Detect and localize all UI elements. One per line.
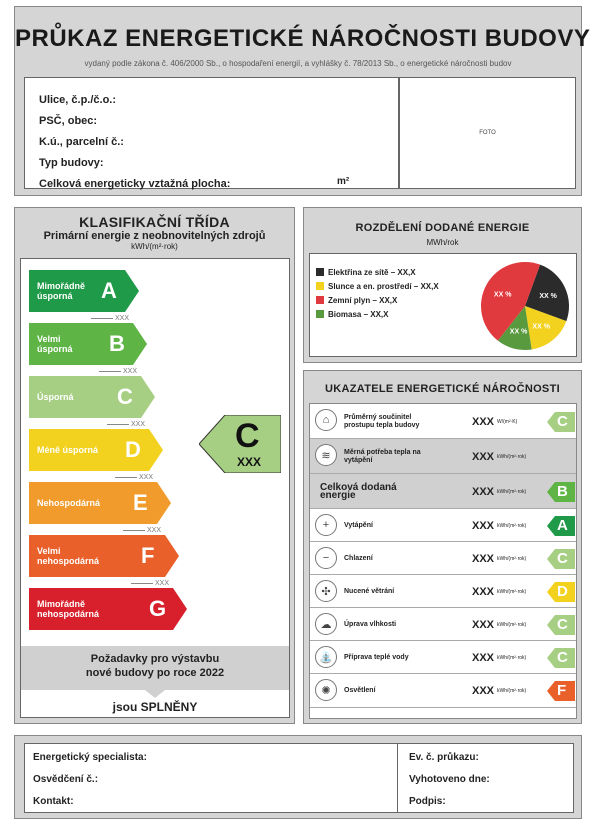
class-band-label: Mimořádně úsporná bbox=[37, 281, 86, 301]
class-band-b bbox=[29, 323, 147, 365]
thermometer-plus-icon: + bbox=[315, 514, 337, 536]
document-subtitle: vydaný podle zákona č. 406/2000 Sb., o hospodaření energií, a vyhlášky č. 78/2013 Sb., o energetické náročnosti budov bbox=[84, 59, 512, 68]
indicator-value: XXX kWh/(m²·rok) bbox=[472, 519, 527, 532]
classification-panel bbox=[14, 207, 295, 724]
footer-contact: Kontakt: bbox=[33, 796, 74, 807]
class-threshold: XXX bbox=[99, 368, 137, 375]
current-class-letter: C bbox=[235, 417, 260, 455]
class-band-letter: D bbox=[125, 437, 141, 462]
footer-issued-date: Vyhotoveno dne: bbox=[409, 774, 490, 785]
indicators-title: UKAZATELE ENERGETICKÉ NÁROČNOSTI bbox=[325, 383, 560, 395]
heat-icon: ≋ bbox=[315, 444, 337, 466]
indicator-row bbox=[310, 542, 576, 575]
indicator-label: Osvětlení bbox=[344, 687, 376, 694]
indicator-value: XXX kWh/(m²·rok) bbox=[472, 485, 527, 498]
field-floor-area: Celková energeticky vztažná plocha: bbox=[39, 178, 231, 190]
class-band-d bbox=[29, 429, 163, 471]
indicator-row bbox=[310, 404, 576, 439]
class-threshold: XXX bbox=[107, 421, 145, 428]
indicator-row bbox=[310, 674, 576, 708]
indicator-value: XXX kWh/(m²·rok) bbox=[472, 618, 527, 631]
pie-slice-label: XX % bbox=[493, 291, 512, 299]
legend-item: Elektřina ze sítě – XX,X bbox=[316, 268, 416, 277]
class-band-label: Velmi nehospodárná bbox=[37, 546, 100, 566]
footer-certificate: Osvědčení č.: bbox=[33, 774, 99, 785]
pie-slice-label: XX % bbox=[539, 293, 557, 301]
class-band-c bbox=[29, 376, 155, 418]
indicator-value: XXX kWh/(m²·rok) bbox=[472, 450, 527, 463]
indicator-label: Nucené větrání bbox=[344, 587, 395, 595]
classification-unit: kWh/(m²·rok) bbox=[131, 242, 178, 251]
indicator-value: XXX kWh/(m²·rok) bbox=[472, 552, 527, 565]
field-postcode: PSČ, obec: bbox=[39, 115, 98, 127]
classification-subtitle: Primární energie z neobnovitelných zdrojů bbox=[43, 230, 266, 242]
requirement-line-2: nové budovy po roce 2022 bbox=[85, 667, 225, 679]
requirement-line-1: Požadavky pro výstavbu bbox=[90, 653, 220, 665]
classification-title: KLASIFIKAČNÍ TŘÍDA bbox=[79, 214, 230, 230]
indicator-label: Celková dodaná energie bbox=[320, 481, 397, 501]
building-info-box bbox=[24, 77, 399, 189]
footer-panel bbox=[14, 735, 582, 819]
class-band-a bbox=[29, 270, 139, 312]
indicator-class-badge: B bbox=[547, 482, 575, 502]
class-band-label: Nehospodárná bbox=[37, 498, 101, 508]
distribution-box bbox=[309, 253, 577, 357]
class-band-letter: F bbox=[141, 543, 155, 568]
pie-slice-label: XX % bbox=[509, 328, 528, 336]
indicator-class-badge: A bbox=[547, 516, 575, 536]
class-band-g bbox=[29, 588, 187, 630]
indicator-label: Chlazení bbox=[344, 554, 373, 562]
class-band-label: Velmi úsporná bbox=[37, 334, 73, 354]
pie-slice-label: XX % bbox=[532, 323, 550, 331]
pie-chart bbox=[480, 261, 570, 351]
indicator-value: XXX kWh/(m²·rok) bbox=[472, 651, 527, 664]
footer-record-number: Ev. č. průkazu: bbox=[409, 752, 479, 763]
indicator-value: XXX kWh/(m²·rok) bbox=[472, 585, 527, 598]
footer-box bbox=[24, 743, 574, 813]
indicator-label: Měrná potřeba tepla na vytápění bbox=[344, 448, 421, 464]
fan-icon: ✣ bbox=[315, 580, 337, 602]
indicator-value: XXX kWh/(m²·rok) bbox=[472, 685, 527, 697]
indicator-class-badge: C bbox=[547, 549, 575, 569]
requirement-arrow bbox=[145, 690, 165, 698]
distribution-unit: MWh/rok bbox=[426, 238, 459, 247]
class-band-letter: E bbox=[133, 490, 148, 515]
header-panel bbox=[14, 6, 591, 196]
footer-divider bbox=[397, 744, 398, 812]
energy-distribution-panel bbox=[303, 207, 582, 363]
current-class-value: XXX bbox=[237, 455, 262, 469]
legend-item: Slunce a en. prostředí – XX,X bbox=[316, 282, 439, 291]
indicator-class-badge: C bbox=[547, 648, 575, 668]
indicator-class-badge: C bbox=[547, 615, 575, 635]
house-icon: ⌂ bbox=[315, 409, 337, 431]
indicator-class-badge: F bbox=[547, 681, 575, 701]
legend-item: Zemní plyn – XX,X bbox=[316, 296, 397, 305]
indicator-label: Příprava teplé vody bbox=[344, 653, 409, 661]
indicator-label: Průměrný součinitel prostupu tepla budovy bbox=[344, 413, 420, 429]
field-building-type: Typ budovy: bbox=[39, 157, 104, 169]
class-threshold: XXX bbox=[131, 580, 169, 587]
faucet-icon: ⛲ bbox=[315, 646, 337, 668]
footer-specialist: Energetický specialista: bbox=[33, 752, 147, 763]
class-threshold: XXX bbox=[123, 527, 161, 534]
class-band-letter: B bbox=[109, 331, 125, 356]
indicator-row bbox=[310, 575, 576, 608]
indicator-class-badge: C bbox=[547, 412, 575, 432]
class-band-letter: G bbox=[149, 596, 167, 621]
requirement-box bbox=[21, 646, 289, 690]
indicator-value: XXX W/(m²·K) bbox=[472, 415, 518, 428]
indicator-row bbox=[310, 474, 576, 509]
class-band-letter: C bbox=[117, 384, 133, 409]
footer-signature: Podpis: bbox=[409, 796, 446, 807]
class-band-label: Úsporná bbox=[37, 392, 74, 402]
humidity-icon: ☁ bbox=[315, 613, 337, 635]
indicators-table bbox=[309, 403, 577, 719]
photo-box bbox=[399, 77, 576, 189]
document-title: PRŮKAZ ENERGETICKÉ NÁROČNOSTI BUDOVY bbox=[15, 25, 591, 52]
area-unit: m² bbox=[337, 176, 350, 187]
legend-swatch bbox=[316, 268, 324, 276]
distribution-title: ROZDĚLENÍ DODANÉ ENERGIE bbox=[355, 222, 530, 234]
indicator-class-badge: D bbox=[547, 582, 575, 602]
class-band-letter: A bbox=[101, 278, 117, 303]
thermometer-minus-icon: − bbox=[315, 547, 337, 569]
requirement-status: jsou SPLNĚNY bbox=[112, 700, 198, 714]
class-band-label: Mimořádně nehospodárná bbox=[37, 599, 100, 619]
field-address: Ulice, č.p./č.o.: bbox=[39, 94, 117, 106]
classification-scale bbox=[20, 258, 290, 718]
legend-swatch bbox=[316, 296, 324, 304]
indicator-row bbox=[310, 509, 576, 542]
indicator-row bbox=[310, 608, 576, 641]
class-band-e bbox=[29, 482, 171, 524]
class-band-label: Méně úsporná bbox=[37, 445, 99, 455]
indicator-row bbox=[310, 641, 576, 674]
indicator-row bbox=[310, 439, 576, 474]
class-band-f bbox=[29, 535, 179, 577]
photo-label: FOTO bbox=[479, 130, 496, 136]
class-threshold: XXX bbox=[91, 315, 129, 322]
field-cadastre: K.ú., parcelní č.: bbox=[39, 136, 124, 148]
legend-swatch bbox=[316, 310, 324, 318]
indicators-panel bbox=[303, 370, 582, 724]
current-class-arrow bbox=[199, 415, 281, 473]
legend-swatch bbox=[316, 282, 324, 290]
legend-item: Biomasa – XX,X bbox=[316, 310, 388, 319]
indicator-label: Úprava vlhkosti bbox=[344, 620, 397, 628]
class-threshold: XXX bbox=[115, 474, 153, 481]
bulb-icon: ✺ bbox=[315, 679, 337, 701]
indicator-label: Vytápění bbox=[344, 521, 373, 529]
